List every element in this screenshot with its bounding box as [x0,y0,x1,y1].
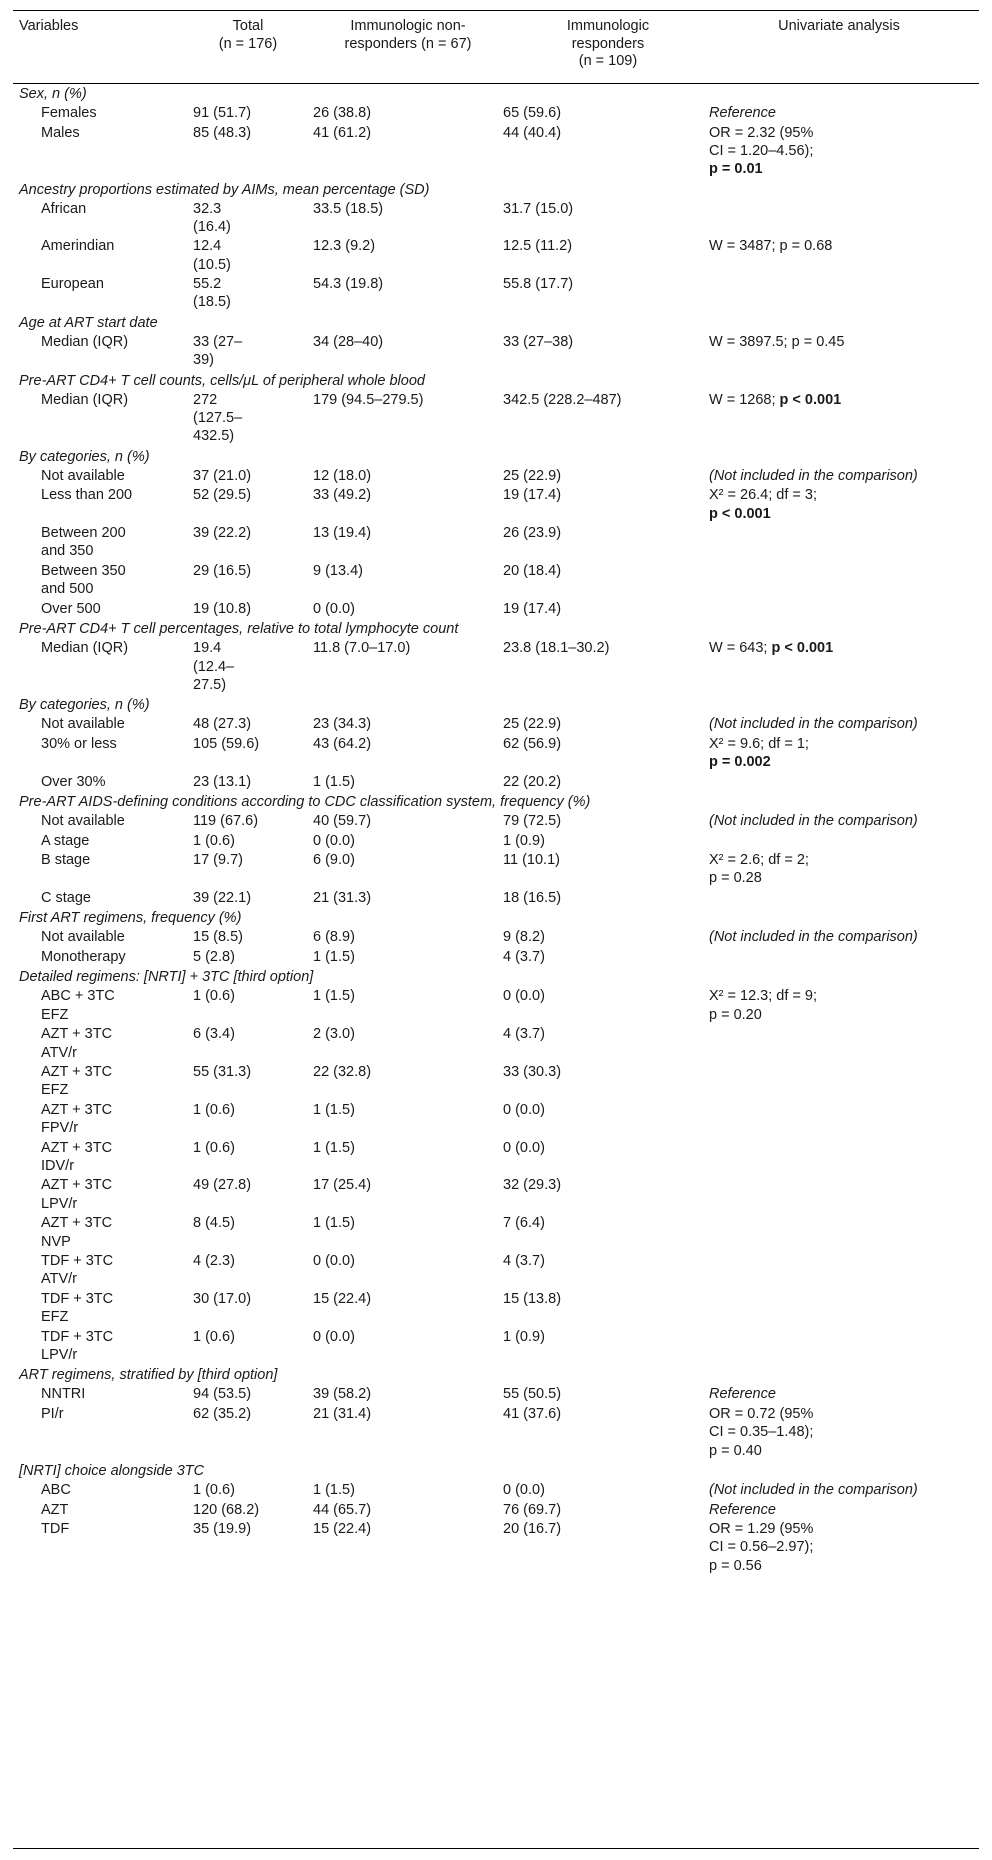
table-row [13,851,979,889]
cell-responders: 31.7 (15.0) [503,200,574,217]
row-label: TDF + 3TC EFZ [41,1290,114,1326]
row-label: A stage [41,832,90,849]
cell-non-responders: 1 (1.5) [313,988,355,1005]
cell-total: 32.3 (16.4) [193,200,231,235]
cell-responders: 4 (3.7) [503,948,545,965]
cell-non-responders: 2 (3.0) [313,1026,355,1043]
cell-total: 1 (0.6) [193,1139,235,1156]
cell-total: 17 (9.7) [193,852,243,869]
table-row [13,715,979,735]
cell-total: 1 (0.6) [193,988,235,1005]
cell-non-responders: 54.3 (19.8) [313,276,384,293]
cell-non-responders: 1 (1.5) [313,773,355,790]
table-row [13,333,979,371]
cell-total: 272 (127.5– 432.5) [193,391,243,445]
cell-total: 55 (31.3) [193,1064,252,1081]
cell-total: 35 (19.9) [193,1521,252,1538]
cell-non-responders: 179 (94.5–279.5) [313,391,424,408]
cell-univariate: Reference [709,105,776,121]
cell-non-responders: 1 (1.5) [313,948,355,965]
row-label: Not available [41,929,125,946]
cell-non-responders: 1 (1.5) [313,1482,355,1499]
row-label: African [41,200,87,217]
cell-total: 39 (22.2) [193,525,252,542]
cell-non-responders: 15 (22.4) [313,1521,372,1538]
table-row [13,1385,979,1405]
cell-responders: 33 (27–38) [503,333,574,350]
row-label: AZT + 3TC FPV/r [41,1101,113,1137]
row-label: AZT [41,1501,69,1518]
table-row [13,1501,979,1521]
cell-non-responders: 0 (0.0) [313,1253,355,1270]
cell-total: 29 (16.5) [193,562,252,579]
cell-total: 12.4 (10.5) [193,238,231,273]
section-header: Detailed regimens: [NRTI] + 3TC [third option] [19,969,314,986]
cell-responders: 4 (3.7) [503,1026,545,1043]
cell-responders: 4 (3.7) [503,1253,545,1270]
cell-univariate: OR = 2.32 (95% CI = 1.20–4.56); p = 0.01 [709,124,814,178]
table-row [13,773,979,793]
row-label: Median (IQR) [41,640,129,657]
table-row [13,275,979,313]
table-row [13,987,979,1025]
row-label: Between 350 and 500 [41,562,126,598]
header-non-responders: Immunologic non- responders (n = 67) [344,18,472,52]
cell-total: 15 (8.5) [193,929,243,946]
cell-non-responders: 13 (19.4) [313,525,372,542]
cell-total: 55.2 (18.5) [193,276,231,311]
cell-responders: 19 (17.4) [503,487,562,504]
significant-p-value: p < 0.001 [779,391,842,408]
table-row [13,889,979,909]
row-label: Monotherapy [41,948,126,965]
cell-total: 105 (59.6) [193,735,260,752]
row-label: Males [41,124,80,141]
cell-responders: 0 (0.0) [503,988,545,1005]
cell-total: 4 (2.3) [193,1253,235,1270]
section-header: Pre-ART CD4+ T cell percentages, relative to total lymphocyte count [19,621,459,638]
table-row [13,524,979,562]
cell-univariate: (Not included in the comparison) [709,813,918,830]
cell-total: 39 (22.1) [193,889,252,906]
row-label: AZT + 3TC IDV/r [41,1139,113,1174]
cell-responders: 1 (0.9) [503,1328,545,1345]
section-header: Age at ART start date [19,314,158,331]
cell-univariate: W = 3487; p = 0.68 [709,238,833,255]
cell-non-responders: 21 (31.4) [313,1405,372,1422]
row-label: TDF + 3TC LPV/r [41,1328,114,1363]
cell-univariate: Reference [709,1501,776,1518]
cell-total: 119 (67.6) [193,813,259,830]
cell-total: 62 (35.2) [193,1405,252,1422]
cell-univariate: X² = 12.3; df = 9; p = 0.20 [709,988,818,1023]
section-header: Pre-ART CD4+ T cell counts, cells/μL of peripheral whole blood [19,372,425,389]
table-row [13,1290,979,1328]
row-label: NNTRI [41,1386,86,1403]
table-row [13,124,979,180]
table-row [13,1252,979,1290]
table-row [13,928,979,948]
row-label: 30% or less [41,735,117,752]
row-label: Females [41,105,97,121]
cell-non-responders: 40 (59.7) [313,813,372,830]
cell-responders: 55 (50.5) [503,1386,562,1403]
row-label: Over 30% [41,773,106,790]
table-body [13,84,979,1576]
cell-non-responders: 39 (58.2) [313,1386,372,1403]
cell-total: 37 (21.0) [193,467,252,484]
table-row [13,639,979,695]
cell-univariate: X² = 9.6; df = 1; p = 0.002 [709,735,809,771]
cell-univariate: X² = 2.6; df = 2; p = 0.28 [709,852,809,887]
cell-univariate: (Not included in the comparison) [709,467,918,484]
cell-responders: 41 (37.6) [503,1405,562,1422]
significant-p-value: p < 0.001 [709,505,771,522]
cell-total: 91 (51.7) [193,105,252,121]
cell-non-responders: 21 (31.3) [313,889,372,906]
table-row [13,812,979,832]
cell-total: 94 (53.5) [193,1386,252,1403]
row-label: Median (IQR) [41,391,129,408]
cell-non-responders: 12 (18.0) [313,467,372,484]
cell-total: 30 (17.0) [193,1290,252,1307]
row-label: AZT + 3TC ATV/r [41,1026,113,1061]
cell-responders: 18 (16.5) [503,889,562,906]
cell-non-responders: 15 (22.4) [313,1290,372,1307]
table-row [13,391,979,447]
cell-total: 1 (0.6) [193,1482,235,1499]
table-row [13,1063,979,1101]
cell-total: 48 (27.3) [193,716,252,733]
cell-univariate: X² = 26.4; df = 3; p < 0.001 [709,487,818,522]
row-label: Not available [41,467,125,484]
section-header: Sex, n (%) [19,86,87,102]
cell-non-responders: 44 (65.7) [313,1501,372,1518]
table-row [13,237,979,275]
table-row [13,1139,979,1177]
cell-non-responders: 41 (61.2) [313,124,372,141]
cell-responders: 55.8 (17.7) [503,276,574,293]
cell-non-responders: 11.8 (7.0–17.0) [313,640,411,657]
row-label: Not available [41,813,125,830]
cell-univariate: (Not included in the comparison) [709,716,918,733]
section-header: [NRTI] choice alongside 3TC [19,1463,205,1480]
cell-univariate: W = 643; p < 0.001 [709,640,834,657]
row-label: B stage [41,852,91,869]
section-header: First ART regimens, frequency (%) [19,910,242,927]
table-row [13,948,979,968]
cell-non-responders: 0 (0.0) [313,600,355,617]
table-row [13,1520,979,1576]
table-row [13,562,979,600]
header-responders: Immunologic responders (n = 109) [566,18,650,69]
significant-p-value: p = 0.002 [709,754,771,771]
cell-responders: 25 (22.9) [503,467,562,484]
cell-responders: 7 (6.4) [503,1215,545,1232]
table-row [13,200,979,238]
row-label: C stage [41,889,91,906]
cell-non-responders: 9 (13.4) [313,562,363,579]
cell-total: 19.4 (12.4– 27.5) [193,640,235,693]
cell-total: 5 (2.8) [193,948,235,965]
cell-univariate: W = 1268; p < 0.001 [709,391,842,408]
cell-responders: 11 (10.1) [503,852,560,869]
cell-responders: 44 (40.4) [503,124,562,141]
cell-univariate: (Not included in the comparison) [709,1482,918,1499]
cell-total: 8 (4.5) [193,1215,235,1232]
table-row [13,467,979,487]
cell-responders: 22 (20.2) [503,773,562,790]
cell-total: 19 (10.8) [193,600,252,617]
table-row [13,104,979,124]
row-label: AZT + 3TC LPV/r [41,1177,113,1212]
row-label: ABC + 3TC EFZ [41,988,115,1023]
cell-responders: 20 (16.7) [503,1521,562,1538]
row-label: AZT + 3TC EFZ [41,1064,113,1099]
table-row [13,1101,979,1139]
cell-univariate: OR = 0.72 (95% CI = 0.35–1.48); p = 0.40 [709,1405,814,1459]
row-label: PI/r [41,1405,64,1422]
table-row [13,1481,979,1501]
cell-univariate: (Not included in the comparison) [709,929,918,946]
section-header: Ancestry proportions estimated by AIMs, mean percentage (SD) [19,181,430,198]
header-total: Total (n = 176) [218,18,278,52]
section-header: By categories, n (%) [19,448,150,465]
cell-responders: 0 (0.0) [503,1482,545,1499]
cell-total: 6 (3.4) [193,1026,235,1043]
table-row [13,1328,979,1366]
row-label: Amerindian [41,238,115,255]
cell-non-responders: 33.5 (18.5) [313,200,384,217]
significant-p-value: p = 0.01 [709,161,763,178]
table-row [13,1176,979,1214]
table-row [13,1025,979,1063]
cell-responders: 65 (59.6) [503,105,562,121]
cell-non-responders: 17 (25.4) [313,1177,372,1194]
cell-total: 85 (48.3) [193,124,252,141]
cell-non-responders: 1 (1.5) [313,1139,355,1156]
data-table [13,10,979,1576]
cell-responders: 25 (22.9) [503,716,562,733]
row-label: Less than 200 [41,487,133,504]
row-label: European [41,276,104,293]
row-label: ABC [41,1482,71,1499]
cell-responders: 26 (23.9) [503,525,562,542]
cell-responders: 79 (72.5) [503,813,562,830]
cell-non-responders: 26 (38.8) [313,105,372,121]
cell-responders: 0 (0.0) [503,1139,545,1156]
table-row [13,600,979,620]
cell-responders: 33 (30.3) [503,1064,562,1081]
cell-responders: 20 (18.4) [503,562,562,579]
cell-total: 1 (0.6) [193,832,235,849]
header-variables: Variables [19,18,79,34]
row-label: TDF [41,1521,70,1538]
row-label: Over 500 [41,600,101,617]
section-header: Pre-ART AIDS-defining conditions according to CDC classification system, frequency (%) [19,794,591,811]
cell-non-responders: 33 (49.2) [313,487,372,504]
cell-non-responders: 12.3 (9.2) [313,238,376,255]
table-bottom-rule [13,1848,979,1849]
cell-responders: 62 (56.9) [503,735,562,752]
cell-responders: 76 (69.7) [503,1501,562,1518]
cell-total: 1 (0.6) [193,1101,235,1118]
cell-non-responders: 6 (8.9) [313,929,355,946]
cell-non-responders: 1 (1.5) [313,1101,355,1118]
cell-responders: 9 (8.2) [503,929,545,946]
cell-total: 1 (0.6) [193,1328,235,1345]
cell-non-responders: 43 (64.2) [313,735,372,752]
cell-responders: 19 (17.4) [503,600,562,617]
cell-total: 52 (29.5) [193,487,252,504]
cell-non-responders: 34 (28–40) [313,333,384,350]
cell-total: 23 (13.1) [193,773,252,790]
row-label: AZT + 3TC NVP [41,1215,113,1250]
cell-responders: 0 (0.0) [503,1101,545,1118]
cell-responders: 15 (13.8) [503,1290,562,1307]
row-label: Not available [41,716,125,733]
cell-univariate: W = 3897.5; p = 0.45 [709,333,845,350]
row-label: Between 200 and 350 [41,525,126,560]
cell-responders: 12.5 (11.2) [503,238,573,255]
table-row [13,735,979,773]
section-header: By categories, n (%) [19,697,150,714]
cell-non-responders: 0 (0.0) [313,832,355,849]
cell-non-responders: 22 (32.8) [313,1064,372,1081]
table-row [13,1214,979,1252]
significant-p-value: p < 0.001 [771,640,834,657]
cell-total: 33 (27– 39) [193,333,243,369]
section-header: ART regimens, stratified by [third option] [19,1367,278,1384]
cell-responders: 1 (0.9) [503,832,545,849]
table-row [13,1405,979,1461]
cell-non-responders: 23 (34.3) [313,716,372,733]
table-header [13,11,979,84]
header-univariate: Univariate analysis [778,18,900,34]
table-row [13,486,979,524]
cell-univariate: OR = 1.29 (95% CI = 0.56–2.97); p = 0.56 [709,1521,814,1574]
cell-univariate: Reference [709,1386,776,1403]
cell-total: 49 (27.8) [193,1177,252,1194]
cell-non-responders: 6 (9.0) [313,852,355,869]
cell-responders: 23.8 (18.1–30.2) [503,640,610,657]
cell-non-responders: 1 (1.5) [313,1215,355,1232]
cell-non-responders: 0 (0.0) [313,1328,355,1345]
row-label: Median (IQR) [41,333,129,350]
table-row [13,832,979,852]
cell-total: 120 (68.2) [193,1501,260,1518]
cell-responders: 342.5 (228.2–487) [503,391,622,408]
cell-responders: 32 (29.3) [503,1177,562,1194]
row-label: TDF + 3TC ATV/r [41,1253,114,1288]
